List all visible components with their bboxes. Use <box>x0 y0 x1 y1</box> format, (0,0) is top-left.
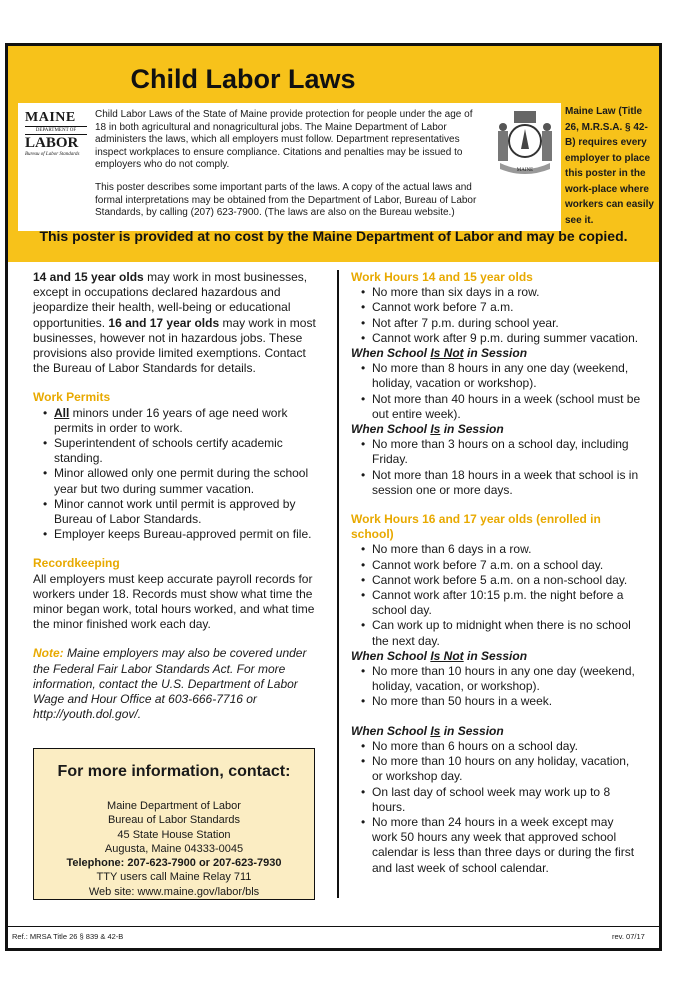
not-in-session-16-17-list <box>351 664 641 710</box>
left-column <box>33 270 325 722</box>
law-notice: Maine Law (Title 26, M.R.S.A. § 42-B) requires every employer to place this poster in the work-place where workers can easily see it. <box>565 106 654 226</box>
hours-16-17-heading: Work Hours 16 and 17 year olds (enrolled in school) <box>351 512 601 542</box>
not-in-session-14-15-list <box>351 361 641 422</box>
free-copy-banner: This poster is provided at no cost by the Maine Department of Labor and may be copied. <box>39 228 628 244</box>
svg-text:MAINE: MAINE <box>516 168 534 173</box>
hours-14-15-list <box>351 285 641 346</box>
contact-box: For more information, contact: Maine Department of Labor Bureau of Labor Standards 45 State House Station Augusta, Maine 04333-0045 Telephone: 207-623-7900 or 207-623-7930 TTY users call Maine Relay 711 Web site: www.maine.gov/labor/bls <box>33 748 315 900</box>
list-item: • No more than 6 hours on a school day. <box>351 739 641 754</box>
intro-paragraph-1: Child Labor Laws of the State of Maine provide protection for people under the age of 18 in both agricultural and nonagricultural jobs. The Maine Department of Labor administers the laws, which all employers must follow. Department representatives inspect workplaces to ensure compliance. Citations and penalties may be issued to employers who do not comply. <box>95 109 473 170</box>
in-session-14-15-list <box>351 437 641 498</box>
list-item: • Can work up to midnight when there is no school the next day. <box>351 618 641 648</box>
age-intro: 14 and 15 year olds may work in most businesses, except in occupations declared hazardous and jeopardize their health, well-being or educational opportunities. 16 and 17 year olds may work in most businesses, however not in hazardous jobs. These provisions also provide limited exemptions. Contact the Bureau of Labor Standards for details. <box>33 270 316 376</box>
list-item: • Cannot work after 10:15 p.m. the night before a school day. <box>351 588 641 618</box>
list-item: • Cannot work before 7 a.m. <box>351 300 641 315</box>
school-not-in-session-heading: When School Is Not in Session <box>351 346 528 361</box>
list-item: • All minors under 16 years of age need work permits in order to work. <box>33 406 325 436</box>
list-item: • No more than 24 hours in a week except may work 50 hours any week that approved school calendar is less than three days or during the first and last week of school calendar. <box>351 815 641 876</box>
recordkeeping-text: All employers must keep accurate payroll records for workers under 18. Records must show what time the minor began work, total hours worked, and what time the minor finished work each day. <box>33 571 315 632</box>
list-item: • No more than six days in a row. <box>351 285 641 300</box>
state-seal-icon <box>494 109 556 177</box>
school-in-session-heading: When School Is in Session <box>351 723 504 738</box>
footer-divider <box>8 926 659 927</box>
list-item: • Not more than 18 hours in a week that school is in session one or more days. <box>351 468 641 498</box>
list-item: • Not more than 40 hours in a week (school must be out entire week). <box>351 392 641 422</box>
list-item: • On last day of school week may work up to 8 hours. <box>351 785 641 815</box>
footer-revision: rev. 07/17 <box>612 932 645 941</box>
intro-paragraph-2: This poster describes some important parts of the laws. A copy of the actual laws and formal interpretations may be obtained from the Department of Labor, Bureau of Labor Standards, by calling (207) 623-7900. (The laws are also on the Bureau website.) <box>95 182 477 218</box>
list-item: • No more than 10 hours in any one day (weekend, holiday, vacation, or workshop). <box>351 664 641 694</box>
contact-website: Web site: www.maine.gov/labor/bls <box>88 885 260 898</box>
list-item: • Superintendent of schools certify academic standing. <box>33 436 325 466</box>
list-item: • Cannot work before 7 a.m. on a school day. <box>351 558 641 573</box>
list-item: • Cannot work after 9 p.m. during summer vacation. <box>351 331 641 346</box>
work-permits-list <box>33 406 325 543</box>
poster-header <box>8 46 659 262</box>
list-item: • Not after 7 p.m. during school year. <box>351 316 641 331</box>
work-permits-heading: Work Permits <box>33 390 111 405</box>
contact-heading: For more information, contact: <box>57 763 291 780</box>
intro-box <box>18 103 561 231</box>
list-item: • No more than 10 hours on any holiday, vacation, or workshop day. <box>351 754 641 784</box>
list-item: • Cannot work before 5 a.m. on a non-school day. <box>351 573 641 588</box>
flsa-note: Note: Maine employers may also be covered under the Federal Fair Labor Standards Act. For more information, contact the U.S. Department of Labor Wage and Hour Office at 603-666-7716 or http://youth.dol.gov/. <box>33 646 307 722</box>
poster-title: Child Labor Laws <box>130 64 356 94</box>
list-item: • Minor allowed only one permit during the school year but two during summer vacation. <box>33 466 325 496</box>
school-not-in-session-heading: When School Is Not in Session <box>351 648 528 663</box>
maine-dol-logo: MAINE DEPARTMENT OF LABOR Bureau of Labor Standards <box>25 111 87 158</box>
hours-16-17-list <box>351 542 641 648</box>
list-item: • No more than 3 hours on a school day, including Friday. <box>351 437 641 467</box>
column-divider <box>337 270 339 898</box>
school-in-session-heading: When School Is in Session <box>351 422 504 437</box>
list-item: • Minor cannot work until permit is approved by Bureau of Labor Standards. <box>33 497 325 527</box>
list-item: • Employer keeps Bureau-approved permit on file. <box>33 527 325 542</box>
list-item: • No more than 8 hours in any one day (weekend, holiday, vacation or workshop). <box>351 361 641 391</box>
footer-reference: Ref.: MRSA Title 26 § 839 & 42-B <box>12 932 124 941</box>
contact-tty: TTY users call Maine Relay 711 <box>96 871 252 884</box>
list-item: • No more than 6 days in a row. <box>351 542 641 557</box>
in-session-16-17-list <box>351 739 641 876</box>
contact-phone: Telephone: 207-623-7900 or 207-623-7930 <box>66 857 282 870</box>
right-column <box>351 270 641 876</box>
list-item: • No more than 50 hours in a week. <box>351 694 641 709</box>
recordkeeping-heading: Recordkeeping <box>33 556 120 571</box>
hours-14-15-heading: Work Hours 14 and 15 year olds <box>351 270 533 284</box>
